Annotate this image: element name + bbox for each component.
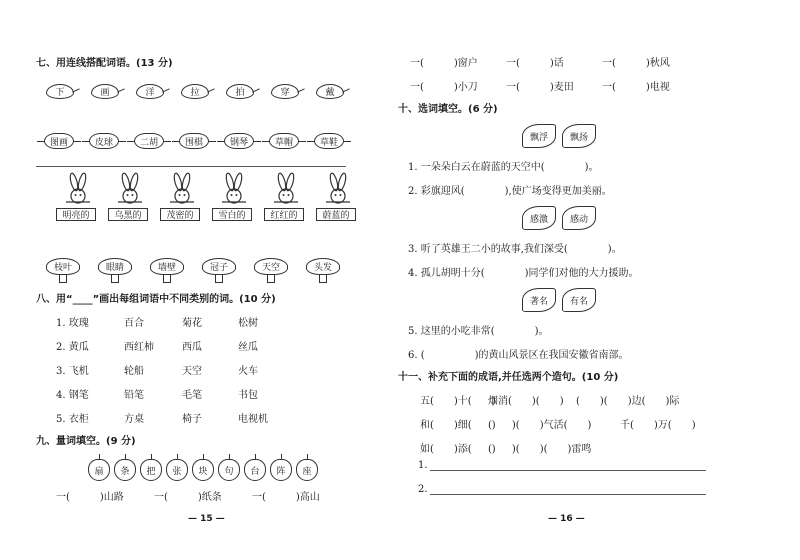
section-10-title: 十、选词填空。(6 分) xyxy=(398,104,498,115)
divider xyxy=(36,166,346,167)
noun-mushroom[interactable] xyxy=(254,258,288,284)
word-cell[interactable]: 轮船 xyxy=(124,366,144,377)
adjective-label[interactable]: 茂密的 xyxy=(160,208,200,221)
word-cell[interactable]: 4. 钢笔 xyxy=(56,390,89,401)
noun-candy[interactable]: 草帽 xyxy=(269,133,299,149)
word-cell[interactable]: 西红柿 xyxy=(124,342,154,353)
mushroom-cap: 冠子 xyxy=(202,258,236,275)
section-9-title: 九、量词填空。(9 分) xyxy=(36,436,136,447)
adjective-label[interactable]: 红红的 xyxy=(264,208,304,221)
q6: 6. ( )的黄山风景区在我国安徽省南部。 xyxy=(408,350,629,361)
adjective-label[interactable]: 乌黑的 xyxy=(108,208,148,221)
page-number-left: — 15 — xyxy=(188,514,225,524)
page-number-right: — 16 — xyxy=(548,514,585,524)
verb-leaf[interactable]: 下 xyxy=(46,84,74,99)
word-cell[interactable]: 3. 飞机 xyxy=(56,366,89,377)
choice-word[interactable]: 飘扬 xyxy=(562,124,596,148)
idiom-blank[interactable]: 和( )细( ) xyxy=(420,420,496,431)
bunny-icon xyxy=(216,172,252,212)
measure-word-apple[interactable]: 块 xyxy=(192,459,214,481)
idiom-blank[interactable]: 五( )十( ) xyxy=(420,396,496,407)
choice-word[interactable]: 感动 xyxy=(562,206,596,230)
word-cell[interactable]: 5. 衣柜 xyxy=(56,414,89,425)
measure-blank[interactable]: 一( )纸条 xyxy=(154,492,222,503)
word-cell[interactable]: 书包 xyxy=(238,390,258,401)
word-cell[interactable]: 1. 玫瑰 xyxy=(56,318,89,329)
noun-candy[interactable]: 二胡 xyxy=(134,133,164,149)
mushroom-cap: 枝叶 xyxy=(46,258,80,275)
mushroom-stem xyxy=(111,274,119,283)
word-cell[interactable]: 椅子 xyxy=(182,414,202,425)
measure-word-apple[interactable]: 句 xyxy=(218,459,240,481)
bunny-icon xyxy=(320,172,356,212)
noun-candy[interactable]: 围棋 xyxy=(179,133,209,149)
verb-leaf[interactable]: 拍 xyxy=(226,84,254,99)
mushroom-cap: 墙壁 xyxy=(150,258,184,275)
choice-word[interactable]: 感激 xyxy=(522,206,556,230)
adjective-label[interactable]: 雪白的 xyxy=(212,208,252,221)
idiom-blank[interactable]: 如( )添( ) xyxy=(420,444,496,455)
mushroom-stem xyxy=(215,274,223,283)
choice-word[interactable]: 有名 xyxy=(562,288,596,312)
word-cell[interactable]: 天空 xyxy=(182,366,202,377)
sentence-1-line[interactable] xyxy=(430,470,706,471)
idiom-blank[interactable]: 烟消( )( ) xyxy=(488,396,564,407)
word-cell[interactable]: 丝瓜 xyxy=(238,342,258,353)
measure-word-apple[interactable]: 座 xyxy=(296,459,318,481)
mushroom-cap: 头发 xyxy=(306,258,340,275)
word-cell[interactable]: 百合 xyxy=(124,318,144,329)
measure-blank[interactable]: 一( )麦田 xyxy=(506,82,574,93)
noun-mushroom[interactable] xyxy=(150,258,184,284)
verb-leaf[interactable]: 拉 xyxy=(181,84,209,99)
q4: 4. 孤儿胡明十分( )同学们对他的大力援助。 xyxy=(408,268,639,279)
word-cell[interactable]: 2. 黄瓜 xyxy=(56,342,89,353)
section-8-title: 八、用“____”画出每组词语中不同类别的词。(10 分) xyxy=(36,294,276,305)
idiom-blank[interactable]: ( )( )( )雷鸣 xyxy=(488,444,592,455)
noun-candy[interactable]: 图画 xyxy=(44,133,74,149)
noun-candy[interactable]: 钢琴 xyxy=(224,133,254,149)
verb-leaf[interactable]: 戴 xyxy=(316,84,344,99)
word-cell[interactable]: 铅笔 xyxy=(124,390,144,401)
word-cell[interactable]: 毛笔 xyxy=(182,390,202,401)
q2: 2. 彩旗迎风( ),使广场变得更加美丽。 xyxy=(408,186,612,197)
measure-blank[interactable]: 一( )电视 xyxy=(602,82,670,93)
mushroom-stem xyxy=(59,274,67,283)
measure-word-apple[interactable]: 把 xyxy=(140,459,162,481)
mushroom-stem xyxy=(267,274,275,283)
mushroom-cap: 天空 xyxy=(254,258,288,275)
measure-blank[interactable]: 一( )高山 xyxy=(252,492,320,503)
bunny-icon xyxy=(268,172,304,212)
measure-word-apple[interactable]: 扇 xyxy=(88,459,110,481)
q3: 3. 听了英雄王二小的故事,我们深受( )。 xyxy=(408,244,622,255)
noun-mushroom[interactable] xyxy=(202,258,236,284)
word-cell[interactable]: 松树 xyxy=(238,318,258,329)
word-cell[interactable]: 火车 xyxy=(238,366,258,377)
mushroom-stem xyxy=(163,274,171,283)
noun-candy[interactable]: 皮球 xyxy=(89,133,119,149)
noun-mushroom[interactable] xyxy=(46,258,80,284)
word-cell[interactable]: 菊花 xyxy=(182,318,202,329)
idiom-blank[interactable]: 千( )万( ) xyxy=(620,420,696,431)
q5: 5. 这里的小吃非常( )。 xyxy=(408,326,549,337)
verb-leaf[interactable]: 画 xyxy=(91,84,119,99)
bunny-icon xyxy=(60,172,96,212)
verb-leaf[interactable]: 洋 xyxy=(136,84,164,99)
sentence-2-label: 2. xyxy=(418,484,428,495)
noun-mushroom[interactable] xyxy=(306,258,340,284)
word-cell[interactable]: 西瓜 xyxy=(182,342,202,353)
measure-word-apple[interactable]: 张 xyxy=(166,459,188,481)
mushroom-stem xyxy=(319,274,327,283)
sentence-2-line[interactable] xyxy=(430,494,706,495)
noun-candy[interactable]: 草鞋 xyxy=(314,133,344,149)
measure-blank[interactable]: 一( )山路 xyxy=(56,492,124,503)
sentence-1-label: 1. xyxy=(418,460,428,471)
idiom-blank[interactable]: ( )( )边( )际 xyxy=(576,396,680,407)
idiom-blank[interactable]: ( )( )气活( ) xyxy=(488,420,592,431)
q1: 1. 一朵朵白云在蔚蓝的天空中( )。 xyxy=(408,162,599,173)
measure-blank[interactable]: 一( )小刀 xyxy=(410,82,478,93)
word-cell[interactable]: 方桌 xyxy=(124,414,144,425)
measure-word-apple[interactable]: 台 xyxy=(244,459,266,481)
bunny-icon xyxy=(164,172,200,212)
mushroom-cap: 眼睛 xyxy=(98,258,132,275)
measure-blank[interactable]: 一( )窗户 xyxy=(410,58,478,69)
measure-word-apple[interactable]: 阵 xyxy=(270,459,292,481)
choice-word[interactable]: 飘浮 xyxy=(522,124,556,148)
measure-blank[interactable]: 一( )话 xyxy=(506,58,564,69)
word-cell[interactable]: 电视机 xyxy=(238,414,268,425)
verb-leaf[interactable]: 穿 xyxy=(271,84,299,99)
measure-word-apple[interactable]: 条 xyxy=(114,459,136,481)
section-7-title: 七、用连线搭配词语。(13 分) xyxy=(36,58,173,69)
section-11-title: 十一、补充下面的成语,并任选两个造句。(10 分) xyxy=(398,372,619,383)
noun-mushroom[interactable] xyxy=(98,258,132,284)
bunny-icon xyxy=(112,172,148,212)
adjective-label[interactable]: 蔚蓝的 xyxy=(316,208,356,221)
adjective-label[interactable]: 明亮的 xyxy=(56,208,96,221)
measure-blank[interactable]: 一( )秋风 xyxy=(602,58,670,69)
choice-word[interactable]: 著名 xyxy=(522,288,556,312)
